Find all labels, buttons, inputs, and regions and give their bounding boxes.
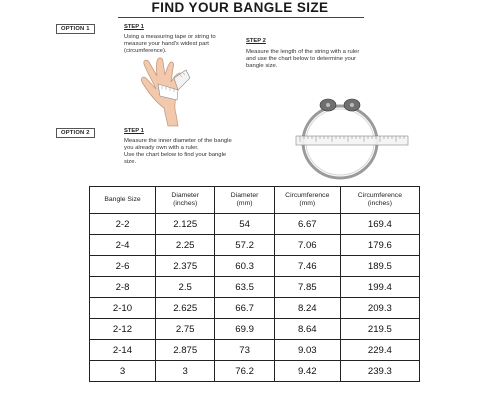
table-row bbox=[90, 319, 420, 340]
option-1-step-2-heading: STEP 2 bbox=[246, 38, 266, 44]
cell-diameter-mm: 66.7 bbox=[215, 298, 274, 319]
cell-diameter-inches: 2.5 bbox=[156, 277, 215, 298]
option-1-step-2-line: and use the chart below to determine your bbox=[246, 56, 357, 62]
bangle-with-ruler-icon bbox=[292, 92, 412, 184]
cell-bangle-size: 2-12 bbox=[90, 319, 156, 340]
cell-diameter-inches: 2.125 bbox=[156, 214, 215, 235]
option-2-step-1-line: size. bbox=[124, 159, 137, 165]
cell-diameter-inches: 3 bbox=[156, 361, 215, 382]
cell-circumference-inches: 239.3 bbox=[340, 361, 419, 382]
cell-diameter-inches: 2.25 bbox=[156, 235, 215, 256]
cell-circumference-inches: 179.6 bbox=[340, 235, 419, 256]
title-underline bbox=[118, 17, 364, 18]
cell-circumference-mm: 9.03 bbox=[274, 340, 340, 361]
cell-circumference-mm: 7.46 bbox=[274, 256, 340, 277]
cell-diameter-inches: 2.375 bbox=[156, 256, 215, 277]
cell-diameter-inches: 2.625 bbox=[156, 298, 215, 319]
cell-bangle-size: 3 bbox=[90, 361, 156, 382]
option-2-step-1-line: Measure the inner diameter of the bangle bbox=[124, 138, 232, 144]
option-2-step-1-line: you already own with a ruler. bbox=[124, 145, 199, 151]
cell-diameter-mm: 76.2 bbox=[215, 361, 274, 382]
cell-diameter-mm: 73 bbox=[215, 340, 274, 361]
option-1-badge: OPTION 1 bbox=[56, 24, 95, 34]
cell-bangle-size: 2-8 bbox=[90, 277, 156, 298]
option-2-badge: OPTION 2 bbox=[56, 128, 95, 138]
option-1-step-2-line: bangle size. bbox=[246, 63, 278, 69]
option-1-step-1-line: Using a measuring tape or string to bbox=[124, 34, 216, 40]
option-2-step-1-text bbox=[124, 138, 232, 166]
cell-diameter-mm: 63.5 bbox=[215, 277, 274, 298]
cell-bangle-size: 2-4 bbox=[90, 235, 156, 256]
cell-circumference-inches: 199.4 bbox=[340, 277, 419, 298]
cell-diameter-mm: 54 bbox=[215, 214, 274, 235]
table-row bbox=[90, 235, 420, 256]
option-1-step-1-line: measure your hand's widest part bbox=[124, 41, 209, 47]
cell-circumference-inches: 219.5 bbox=[340, 319, 419, 340]
header-diameter-mm: Diameter (mm) bbox=[215, 187, 274, 214]
cell-circumference-mm: 9.42 bbox=[274, 361, 340, 382]
page-title: FIND YOUR BANGLE SIZE bbox=[151, 0, 329, 15]
header-circumference-inches: Circumference (inches) bbox=[340, 187, 419, 214]
option-2-step-1-heading: STEP 1 bbox=[124, 128, 144, 134]
cell-circumference-mm: 7.06 bbox=[274, 235, 340, 256]
cell-circumference-inches: 169.4 bbox=[340, 214, 419, 235]
cell-circumference-inches: 189.5 bbox=[340, 256, 419, 277]
table-row bbox=[90, 340, 420, 361]
option-2-step-1-line: Use the chart below to find your bangle bbox=[124, 152, 227, 158]
table-row bbox=[90, 277, 420, 298]
cell-diameter-inches: 2.875 bbox=[156, 340, 215, 361]
header-bangle-size: Bangle Size bbox=[90, 187, 156, 214]
cell-circumference-mm: 8.64 bbox=[274, 319, 340, 340]
cell-bangle-size: 2-14 bbox=[90, 340, 156, 361]
table-row bbox=[90, 361, 420, 382]
bangle-size-table bbox=[89, 186, 420, 382]
header-circumference-mm: Circumference (mm) bbox=[274, 187, 340, 214]
table-row bbox=[90, 214, 420, 235]
option-1-step-2-line: Measure the length of the string with a ruler bbox=[246, 49, 360, 55]
option-1-step-1-heading: STEP 1 bbox=[124, 24, 144, 30]
cell-circumference-mm: 6.67 bbox=[274, 214, 340, 235]
cell-circumference-mm: 8.24 bbox=[274, 298, 340, 319]
option-1-step-1-line: (circumference). bbox=[124, 48, 167, 54]
cell-diameter-mm: 69.9 bbox=[215, 319, 274, 340]
cell-circumference-mm: 7.85 bbox=[274, 277, 340, 298]
cell-circumference-inches: 209.3 bbox=[340, 298, 419, 319]
table-row bbox=[90, 256, 420, 277]
option-1-step-2-text bbox=[246, 49, 359, 70]
cell-circumference-inches: 229.4 bbox=[340, 340, 419, 361]
hand-with-measuring-tape-icon bbox=[134, 56, 214, 128]
option-1-step-1-text bbox=[124, 34, 216, 55]
cell-diameter-mm: 60.3 bbox=[215, 256, 274, 277]
cell-diameter-inches: 2.75 bbox=[156, 319, 215, 340]
table-header-row bbox=[90, 187, 420, 214]
cell-diameter-mm: 57.2 bbox=[215, 235, 274, 256]
cell-bangle-size: 2-6 bbox=[90, 256, 156, 277]
cell-bangle-size: 2-2 bbox=[90, 214, 156, 235]
header-diameter-inches: Diameter (inches) bbox=[156, 187, 215, 214]
table-row bbox=[90, 298, 420, 319]
cell-bangle-size: 2-10 bbox=[90, 298, 156, 319]
